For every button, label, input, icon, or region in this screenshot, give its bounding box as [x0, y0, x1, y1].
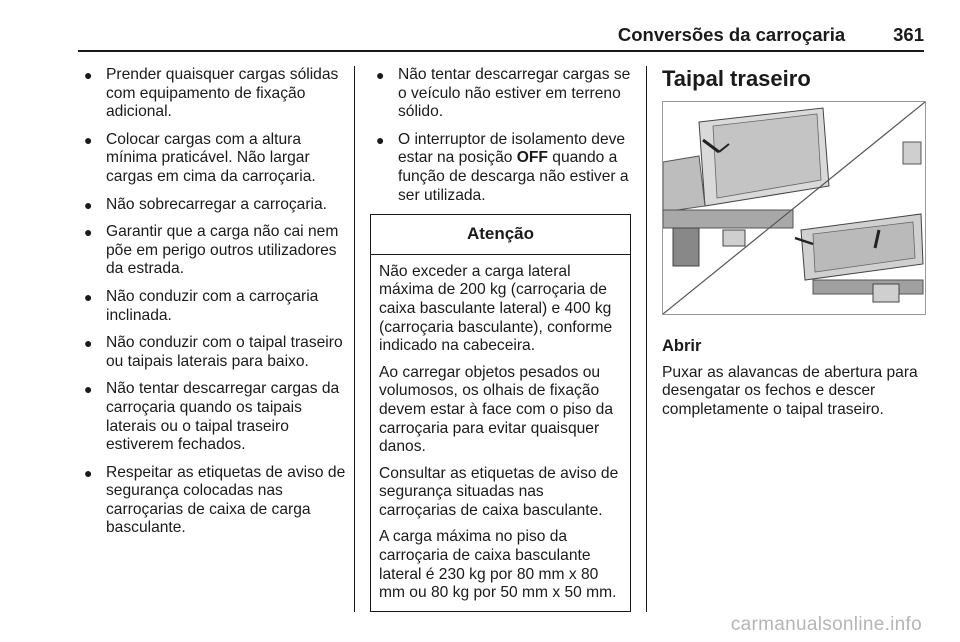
list-item: ● Garantir que a carga não cai nem põe em perigo outros utilizadores da estrada.: [84, 223, 339, 278]
page-number: 361: [893, 24, 924, 45]
warning-box: [370, 214, 631, 612]
warning-paragraph: Ao carregar objetos pesados ou volumosos, os olhais de fixação devem estar à face com o piso da carroçaria para evitar quaisquer danos.: [379, 363, 614, 456]
list-item: ● Não conduzir com o taipal traseiro ou taipais laterais para baixo.: [84, 334, 343, 370]
page-header: [0, 24, 924, 46]
list-item: ● Não sobrecarregar a carroçaria.: [84, 195, 328, 213]
bullet-icon: ●: [84, 381, 93, 398]
tailgate-illustration: [662, 101, 926, 315]
column-left: [78, 66, 346, 547]
precautions-list: [78, 66, 346, 538]
bullet-icon: ●: [84, 288, 93, 305]
watermark: carmanualsonline.info: [730, 614, 922, 635]
list-item: ● Não tentar descarregar cargas se o veículo não estiver em terreno sólido.: [376, 66, 631, 121]
bullet-icon: ●: [376, 67, 385, 83]
list-item: ● Respeitar as etiquetas de aviso de segurança colocadas nas carroçarias de caixa de carga basculante.: [84, 463, 346, 537]
column-divider-2: [646, 66, 647, 612]
bullet-icon: ●: [84, 464, 93, 481]
list-item: ● Colocar cargas com a altura mínima praticável. Não largar cargas em cima da carroçaria.: [84, 130, 316, 185]
list-item: ● O interruptor de isolamento deve estar na posição OFF quando a função de descarga não estiver a ser utilizada.: [376, 130, 629, 204]
column-middle: [370, 66, 632, 612]
unloading-list: [370, 66, 632, 205]
chapter-title: Conversões da carroçaria: [617, 24, 846, 45]
instruction-text: Puxar as alavancas de abertura para desengatar os fechos e descer completamente o taipal traseiro.: [662, 363, 918, 418]
bullet-icon: ●: [84, 67, 93, 83]
list-item: ● Prender quaisquer cargas sólidas com equipamento de fixação adicional.: [84, 66, 339, 121]
column-divider-1: [354, 66, 355, 612]
list-item: ● Não tentar descarregar cargas da carroçaria quando os taipais laterais ou o taipal traseiro estiverem fechados.: [84, 380, 340, 454]
bullet-icon: ●: [84, 335, 93, 352]
warning-paragraph: A carga máxima no piso da carroçaria de caixa basculante lateral é 230 kg por 80 mm x 80 mm ou 80 kg por 50 mm x 50 mm.: [379, 528, 617, 602]
header-rule: [78, 50, 924, 52]
warning-title: Atenção: [371, 215, 630, 255]
column-right: [662, 66, 926, 419]
list-item: ● Não conduzir com a carroçaria inclinada.: [84, 287, 319, 324]
tailgate-figure-svg: [663, 102, 925, 314]
subsection-title: Abrir: [662, 337, 702, 355]
warning-paragraph: Consultar as etiquetas de aviso de segurança situadas nas carroçarias de caixa basculante.: [379, 464, 619, 519]
bullet-icon: ●: [84, 131, 93, 148]
bullet-icon: ●: [84, 196, 93, 213]
bullet-icon: ●: [84, 224, 93, 241]
warning-body: [371, 255, 630, 611]
warning-paragraph: Não exceder a carga lateral máxima de 200 kg (carroçaria de caixa basculante lateral) e 400 kg (carroçaria basculante), conforme indicado na cabeceira.: [379, 262, 613, 355]
section-title: Taipal traseiro: [662, 66, 811, 91]
bullet-icon: ●: [376, 131, 385, 148]
off-keyword: OFF: [516, 149, 548, 167]
